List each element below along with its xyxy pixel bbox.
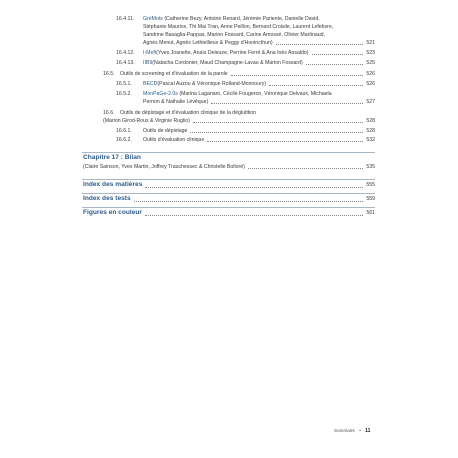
entry-page: 526 (366, 81, 375, 87)
leader-dots (145, 215, 363, 216)
divider (82, 193, 375, 194)
toc-entry-clinical[interactable] (143, 137, 375, 144)
entry-page: 525 (366, 60, 375, 66)
leader-dots (211, 103, 363, 104)
entry-page: 527 (366, 99, 375, 105)
index-title: Index des matières (83, 181, 143, 188)
figures-title: Figures en couleur (83, 209, 142, 216)
leader-dots (145, 187, 363, 188)
entry-number: 16.5.1. (116, 81, 132, 87)
divider (82, 152, 375, 153)
chapter-authors: (Claire Sainson, Yves Martin, Joffrey Trauchessec & Christelle Bolloré) (83, 164, 245, 170)
entry-title: MonPaGe-2.0s (143, 91, 178, 97)
entry-title-line (143, 91, 332, 98)
leader-dots (306, 64, 364, 65)
entry-number: 16.4.11. (116, 16, 135, 22)
page-number: 11 (365, 428, 371, 434)
toc-entry-imeft[interactable] (143, 50, 375, 57)
leader-dots (207, 141, 363, 142)
entry-title: GréMots (143, 16, 163, 22)
toc-chapter-17[interactable] (83, 164, 375, 171)
entry-authors: (Marion Girod-Roux & Virginie Ruglio) (103, 118, 190, 124)
toc-section-swallowing[interactable] (103, 118, 375, 125)
leader-dots (231, 75, 364, 76)
page-footer (334, 428, 370, 434)
toc-entry-iib9[interactable] (143, 60, 375, 67)
entry-number: 16.5.2. (116, 91, 132, 97)
toc-entry-screening[interactable] (143, 128, 375, 135)
entry-authors: Sandrine Basaglia-Pappas, Marion Fossard, Carine Amossé, Olivier Martinaud, (143, 32, 325, 38)
entry-page: 532 (366, 137, 375, 143)
entry-title: IIB9 (143, 60, 153, 66)
chapter-title: Chapitre 17 : Bilan (83, 154, 141, 161)
entry-authors: (Catherine Bezy, Antoine Renard, Jérémie Pariente, Danielle David, (162, 16, 320, 22)
footer-label: Sommaire (334, 428, 355, 433)
entry-authors: (Pascal Auzou & Véronique Rolland-Monnoury) (157, 81, 267, 87)
toc-entry-gremots[interactable] (143, 40, 375, 47)
leader-dots (134, 201, 364, 202)
leader-dots (193, 122, 363, 123)
toc-index-matieres[interactable] (83, 181, 375, 189)
entry-authors: (Marina Laganaro, Cécile Fougeron, Véronique Delvaux, Michaela (177, 91, 332, 97)
section-title: Outils de screening et d'évaluation de la parole (120, 71, 228, 77)
entry-number: 16.6.1. (116, 128, 132, 134)
entry-page: 521 (366, 40, 375, 46)
section-number: 16.5. (103, 71, 115, 77)
toc-entry-becd[interactable] (143, 81, 375, 88)
entry-title: I-Meft (143, 50, 157, 56)
entry-page: 559 (366, 196, 375, 203)
entry-authors: Stéphanie Maurice, Thi Mai Tran, Anne Peillon, Bernard Croisile, Laurent Lefebvre, (143, 24, 334, 30)
entry-number: 16.4.12. (116, 50, 135, 56)
leader-dots (248, 168, 364, 169)
toc-entry-monpage[interactable] (143, 99, 375, 106)
entry-title: Outils d'évaluation clinique (143, 137, 205, 143)
entry-authors: Agnès Menut, Agnès Lethiellieux & Peggy d'Honincthun) (143, 40, 273, 46)
entry-authors: Pernon & Nathalie Lévêque) (143, 99, 209, 105)
divider (82, 207, 375, 208)
entry-page: 528 (366, 118, 375, 124)
footer-separator: • (359, 428, 361, 433)
entry-page: 526 (366, 71, 375, 77)
leader-dots (190, 132, 363, 133)
section-title: Outils de dépistage et d'évaluation clinique de la déglutition (120, 110, 256, 116)
index-title: Index des tests (83, 195, 131, 202)
entry-page: 561 (366, 210, 375, 217)
entry-number: 16.4.13. (116, 60, 135, 66)
toc-figures[interactable] (83, 209, 375, 217)
toc-index-tests[interactable] (83, 195, 375, 203)
entry-title: BECD (143, 81, 158, 87)
entry-page: 523 (366, 50, 375, 56)
toc-section-speech[interactable] (120, 71, 375, 78)
entry-page: 528 (366, 128, 375, 134)
entry-number: 16.6.2. (116, 137, 132, 143)
section-number: 16.6. (103, 110, 115, 116)
entry-title: Outils de dépistage (143, 128, 188, 134)
leader-dots (276, 44, 364, 45)
divider (82, 179, 375, 180)
entry-authors: (Natacha Cordonier, Maud Champagne-Lavau & Marion Fossard) (152, 60, 303, 66)
entry-page: 555 (366, 182, 375, 189)
entry-title-line (143, 16, 320, 23)
entry-authors: (Yves Joanette, Anaïs Deleuze, Perrine Ferré & Ana Inès Ansaldo) (156, 50, 309, 56)
leader-dots (269, 85, 363, 86)
entry-page: 535 (366, 164, 375, 170)
leader-dots (312, 54, 364, 55)
